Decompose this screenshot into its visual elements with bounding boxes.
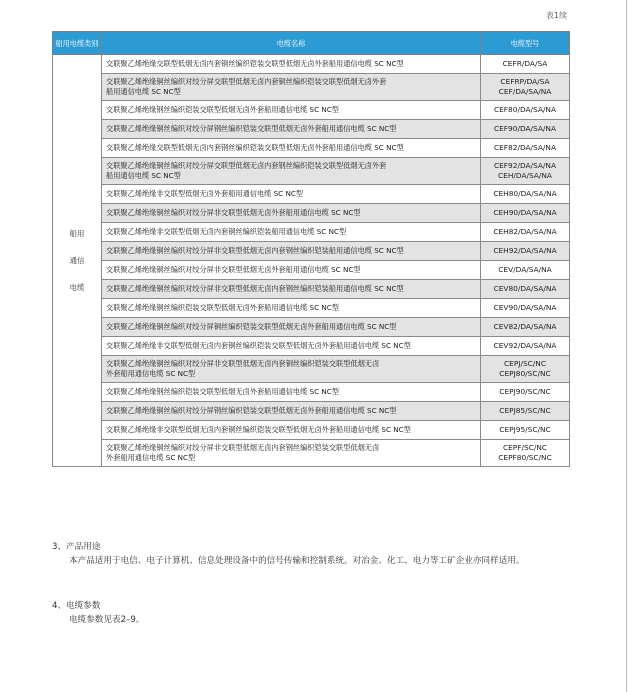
cable-model-line: CEH80/DA/SA/NA — [493, 189, 557, 198]
cable-model-line: CEV90/DA/SA/NA — [493, 303, 557, 312]
cable-name-line: 交联聚乙烯绝缘铜丝编织对绞分屏铜丝编织铠装交联型低烟无卤外套船用通信电缆 SC NC型 — [106, 322, 397, 331]
table-row — [53, 421, 570, 440]
cable-model-cell — [481, 101, 570, 120]
cable-name-cell — [102, 421, 481, 440]
cable-name-cell — [102, 185, 481, 204]
table-row — [53, 101, 570, 120]
params-paragraph — [52, 612, 572, 629]
cable-name-line: 交联聚乙烯绝缘非交联型低烟无卤内套铜丝编织铠装交联型低烟无卤外套船用通信电缆 SC NC型 — [106, 425, 411, 434]
cable-model-cell — [481, 185, 570, 204]
cable-model-cell — [481, 440, 570, 467]
table-row — [53, 55, 570, 74]
cable-model-line: CEV92/DA/SA/NA — [493, 341, 557, 350]
cable-model-line: CEF82/DA/SA/NA — [493, 143, 557, 152]
cable-model-line: CEPJ95/SC/NC — [499, 425, 551, 434]
cable-model-cell — [481, 204, 570, 223]
cable-name-line: 交联聚乙烯绝缘铜丝编织对绞分屏交联型低烟无卤内套钢丝编织铠装交联型低烟无卤外套 — [106, 161, 387, 170]
cable-name-line: 交联聚乙烯绝缘非交联型低烟无卤外套船用通信电缆 SC NC型 — [106, 189, 304, 198]
cable-model-line: CEF80/DA/SA/NA — [493, 105, 557, 114]
table-row — [53, 204, 570, 223]
usage-text: 本产品适用于电信、电子计算机、信息处理设备中的信号传输和控制系统。对冶金、化工、电力等工矿企业亦同样适用。 — [69, 556, 525, 566]
table-row — [53, 74, 570, 101]
cable-model-line: CEPF80/SC/NC — [498, 453, 552, 462]
cable-model-cell — [481, 139, 570, 158]
table-row — [53, 318, 570, 337]
cable-model-line: CEF92/DA/SA/NA — [493, 161, 557, 170]
table-row — [53, 185, 570, 204]
cable-model-line: CEV/DA/SA/NA — [498, 265, 552, 274]
table-row — [53, 383, 570, 402]
cable-name-line: 交联聚乙烯绝缘钢丝编织铠装交联型低烟无卤外套船用通信电缆 SC NC型 — [106, 387, 339, 396]
cable-name-cell — [102, 318, 481, 337]
cable-model-line: CEPJ85/SC/NC — [499, 406, 551, 415]
table-header-row — [53, 32, 570, 55]
table-row — [53, 242, 570, 261]
cable-name-line: 交联聚乙烯绝缘非交联型低烟无卤内套铜丝编织铠装船用通信电缆 SC NC型 — [106, 227, 347, 236]
cable-model-cell — [481, 223, 570, 242]
table-continuation-label: 表1续 — [545, 11, 567, 20]
page-edge-rule — [626, 0, 627, 692]
cable-name-cell — [102, 299, 481, 318]
cable-name-cell — [102, 337, 481, 356]
usage-paragraph — [52, 553, 572, 570]
cable-name-cell — [102, 74, 481, 101]
cable-model-line: CEF90/DA/SA/NA — [493, 124, 557, 133]
table-row — [53, 158, 570, 185]
cable-name-line: 交联聚乙烯绝缘铜丝编织对绞分屏非交联型低烟无卤内套钢丝编织铠装船用通信电缆 SC NC型 — [106, 246, 404, 255]
cable-name-cell — [102, 383, 481, 402]
cable-spec-table — [52, 31, 570, 467]
cable-name-cell — [102, 402, 481, 421]
cable-model-line: CEPJ/SC/NC — [504, 359, 546, 368]
cable-name-cell — [102, 242, 481, 261]
cable-name-cell — [102, 120, 481, 139]
cable-name-line: 交联聚乙烯绝缘非交联型低烟无卤内套铜丝编织铠装交联型低烟无卤外套船用通信电缆 SC NC型 — [106, 341, 411, 350]
cable-name-cell — [102, 158, 481, 185]
cable-model-cell — [481, 242, 570, 261]
category-cell — [53, 55, 102, 467]
cable-name-line: 交联聚乙烯绝缘交联型低烟无卤内套铜丝编织铠装交联型低烟无卤外套船用通信电缆 SC NC型 — [106, 59, 404, 68]
table-body — [53, 55, 570, 467]
cable-name-line: 外套船用通信电缆 SC NC型 — [106, 369, 196, 378]
cable-name-line: 交联聚乙烯绝缘铜丝编织对绞分屏交联型低烟无卤内套铜丝编织铠装交联型低烟无卤外套 — [106, 77, 387, 86]
cable-model-cell — [481, 318, 570, 337]
cable-model-cell — [481, 55, 570, 74]
usage-heading: 3、产品用途 — [52, 542, 101, 552]
cable-model-cell — [481, 337, 570, 356]
cable-model-line: CEFRP/DA/SA — [500, 77, 550, 86]
cable-model-cell — [481, 261, 570, 280]
cable-model-cell — [481, 383, 570, 402]
cable-model-cell — [481, 158, 570, 185]
table-row — [53, 440, 570, 467]
cable-name-cell — [102, 223, 481, 242]
cable-model-line: CEFR/DA/SA — [502, 59, 548, 68]
cable-model-line: CEH90/DA/SA/NA — [493, 208, 557, 217]
cable-model-line: CEPJ90/SC/NC — [499, 387, 551, 396]
cable-model-cell — [481, 356, 570, 383]
table-row — [53, 299, 570, 318]
table-row — [53, 120, 570, 139]
header-category: 船用电缆类别 — [53, 32, 102, 55]
cable-name-cell — [102, 139, 481, 158]
cable-name-line: 交联聚乙烯绝缘铜丝编织对绞分屏钢丝编织铠装交联型低烟无卤外套船用通信电缆 SC NC型 — [106, 124, 397, 133]
cable-name-cell — [102, 280, 481, 299]
cable-name-line: 交联聚乙烯绝缘铜丝编织对绞分屏钢丝编织铠装交联型低烟无卤外套船用通信电缆 SC NC型 — [106, 406, 397, 415]
cable-model-line: CEH92/DA/SA/NA — [493, 246, 557, 255]
params-heading: 4、电缆参数 — [52, 601, 101, 611]
cable-model-line: CEH/DA/SA/NA — [498, 171, 552, 180]
cable-model-cell — [481, 421, 570, 440]
cable-model-line: CEF/DA/SA/NA — [498, 87, 552, 96]
cable-name-line: 交联聚乙烯绝缘铜丝编织对绞分屏非交联型低烟无卤内套钢丝编织铠装交联型低烟无卤 — [106, 443, 380, 452]
cable-model-cell — [481, 120, 570, 139]
cable-model-line: CEPJ80/SC/NC — [499, 369, 551, 378]
cable-model-cell — [481, 402, 570, 421]
cable-name-line: 外套船用通信电缆 SC NC型 — [106, 453, 196, 462]
cable-model-line: CEH82/DA/SA/NA — [493, 227, 557, 236]
category-line: 通信 — [69, 256, 85, 265]
cable-name-cell — [102, 261, 481, 280]
cable-name-cell — [102, 440, 481, 467]
table-row — [53, 337, 570, 356]
cable-model-cell — [481, 280, 570, 299]
table-row — [53, 223, 570, 242]
cable-model-line: CEPF/SC/NC — [502, 443, 548, 452]
cable-name-cell — [102, 55, 481, 74]
params-text: 电缆参数见表2–9。 — [69, 615, 145, 625]
cable-model-line: CEV80/DA/SA/NA — [493, 284, 557, 293]
table-row — [53, 280, 570, 299]
cable-name-line: 交联聚乙烯绝缘铜丝编织铠装交联型低烟无卤外套船用通信电缆 SC NC型 — [106, 303, 339, 312]
table-row — [53, 139, 570, 158]
cable-name-cell — [102, 356, 481, 383]
cable-name-cell — [102, 101, 481, 120]
cable-name-line: 交联聚乙烯绝缘交联型低烟无卤内套钢丝编织铠装交联型低烟无卤外套船用通信电缆 SC NC型 — [106, 143, 404, 152]
cable-name-line: 交联聚乙烯绝缘铜丝编织对绞分屏非交联型低烟无卤外套船用通信电缆 SC NC型 — [106, 208, 361, 217]
cable-name-line: 交联聚乙烯绝缘铜丝编织对绞分屏非交联型低烟无卤内套铜丝编织铠装交联型低烟无卤 — [106, 359, 380, 368]
cable-model-line: CEV82/DA/SA/NA — [493, 322, 557, 331]
cable-name-cell — [102, 204, 481, 223]
table-row — [53, 402, 570, 421]
table-row — [53, 356, 570, 383]
cable-name-line: 交联聚乙烯绝缘铜丝编织对绞分屏非交联型低烟无卤内套钢丝编织铠装船用通信电缆 SC NC型 — [106, 284, 404, 293]
category-line: 船用 — [69, 229, 85, 238]
cable-name-line: 交联聚乙烯绝缘钢丝编织铠装交联型低烟无卤外套船用通信电缆 SC NC型 — [106, 105, 339, 114]
cable-name-line: 交联聚乙烯绝缘铜丝编织对绞分屏非交联型低烟无卤外套船用通信电缆 SC NC型 — [106, 265, 361, 274]
category-line: 电缆 — [69, 283, 85, 292]
cable-model-cell — [481, 74, 570, 101]
cable-name-line: 船用通信电缆 SC NC型 — [106, 87, 181, 96]
header-name: 电缆名称 — [102, 32, 481, 55]
header-model: 电缆型号 — [481, 32, 570, 55]
cable-name-line: 船用通信电缆 SC NC型 — [106, 171, 181, 180]
cable-model-cell — [481, 299, 570, 318]
table-row — [53, 261, 570, 280]
